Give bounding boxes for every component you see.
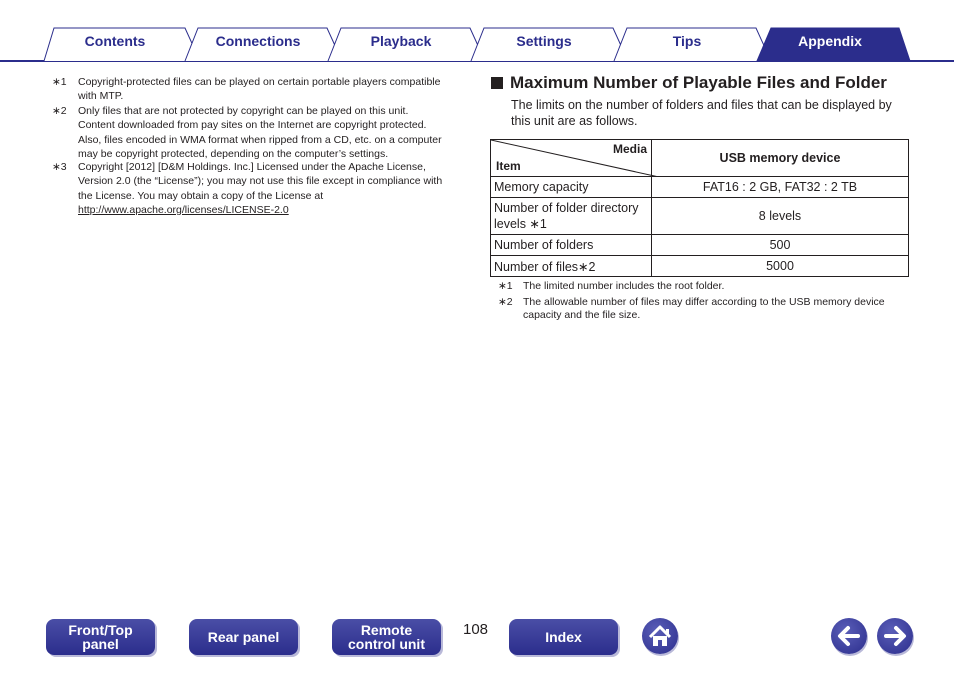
tab-settings[interactable]: Settings [516, 33, 572, 49]
row-value: 5000 [652, 256, 909, 277]
tab-appendix[interactable]: Appendix [798, 33, 862, 49]
table-corner-header [491, 140, 652, 177]
footnote-line: Copyright [2012] [D&M Holdings. Inc.] Licensed under the Apache License, [78, 161, 426, 173]
footnote-line: with MTP. [78, 90, 124, 103]
row-value: FAT16 : 2 GB, FAT32 : 2 TB [652, 177, 909, 198]
arrow-right-icon [877, 618, 913, 654]
remote-control-unit-label: Remote control unit [348, 622, 425, 652]
footnote-line: the License. You may obtain a copy of the License at [78, 189, 324, 202]
index-button[interactable] [509, 619, 618, 655]
rear-panel-button[interactable] [189, 619, 298, 655]
front-top-panel-button[interactable] [46, 619, 155, 655]
footnote-mark: ∗1 [498, 280, 513, 292]
footnote-text: The limited number includes the root folder. [523, 280, 725, 292]
front-top-panel-label: Front/Top panel [68, 622, 133, 652]
footnote-text [78, 160, 442, 217]
home-icon [642, 618, 678, 654]
page-number: 108 [463, 621, 489, 638]
tab-connections[interactable]: Connections [215, 33, 301, 49]
footnote-1 [52, 75, 472, 105]
footnote-mark: ∗3 [52, 161, 67, 173]
header-usb-memory-device: USB memory device [652, 140, 909, 177]
row-item: Memory capacity [491, 177, 652, 198]
row-item: Number of folders [491, 235, 652, 256]
footnote-text [78, 75, 440, 104]
back-button[interactable] [831, 618, 867, 654]
limits-table [490, 139, 909, 277]
row-value: 8 levels [652, 198, 909, 235]
rear-panel-label: Rear panel [207, 629, 280, 645]
footnote-mark: ∗1 [52, 76, 67, 88]
remote-control-unit-button[interactable] [332, 619, 441, 655]
table-row [491, 235, 909, 256]
home-button[interactable] [642, 618, 678, 654]
footnote-2 [52, 104, 472, 164]
tab-bar [0, 0, 954, 64]
footnote-3 [52, 160, 472, 220]
table-header-row [491, 140, 909, 177]
section-title-text: Maximum Number of Playable Files and Folder [510, 73, 887, 92]
footnote-mark: ∗2 [52, 105, 67, 117]
license-link[interactable]: http://www.apache.org/licenses/LICENSE-2.0 [78, 203, 289, 216]
footnote-mark: ∗2 [498, 296, 513, 308]
table-row [491, 198, 909, 235]
row-item: Number of files∗2 [491, 256, 652, 277]
header-media: Media [612, 142, 647, 156]
section-intro: The limits on the number of folders and files that can be displayed by this unit are as follows. [511, 98, 892, 128]
table-row [491, 177, 909, 198]
square-bullet-icon [491, 77, 503, 89]
forward-button[interactable] [877, 618, 913, 654]
arrow-left-icon [831, 618, 867, 654]
footnote-line: may be copyright protected, depending on the computer’s settings. [78, 147, 389, 160]
footnote-line: Content downloaded from pay sites on the Internet are copyright protected. [78, 119, 427, 132]
tab-contents[interactable]: Contents [84, 33, 146, 49]
tab-playback[interactable]: Playback [370, 33, 432, 49]
header-item: Item [496, 159, 521, 173]
footnote-text [78, 104, 442, 161]
footnote-line: Copyright-protected files can be played on certain portable players compatible [78, 76, 441, 88]
tab-outlines [0, 0, 954, 64]
footnote-line: Version 2.0 (the “License”); you may not use this file except in compliance with [78, 175, 443, 188]
tab-tips[interactable]: Tips [672, 33, 702, 49]
footnote-text: The allowable number of files may differ according to the USB memory device capacity and the file size. [523, 296, 885, 322]
section-title [491, 73, 887, 93]
footnote-line: Only files that are not protected by copyright can be played on this unit. [78, 105, 409, 117]
row-item: Number of folder directory levels ∗1 [491, 198, 652, 235]
table-row [491, 256, 909, 277]
row-value: 500 [652, 235, 909, 256]
table-footnote-1 [498, 280, 918, 294]
table-footnote-2 [498, 296, 918, 324]
index-label: Index [545, 629, 582, 645]
footnote-line: Also, files encoded in WMA format when ripped from a CD, etc. on a computer [78, 133, 442, 146]
